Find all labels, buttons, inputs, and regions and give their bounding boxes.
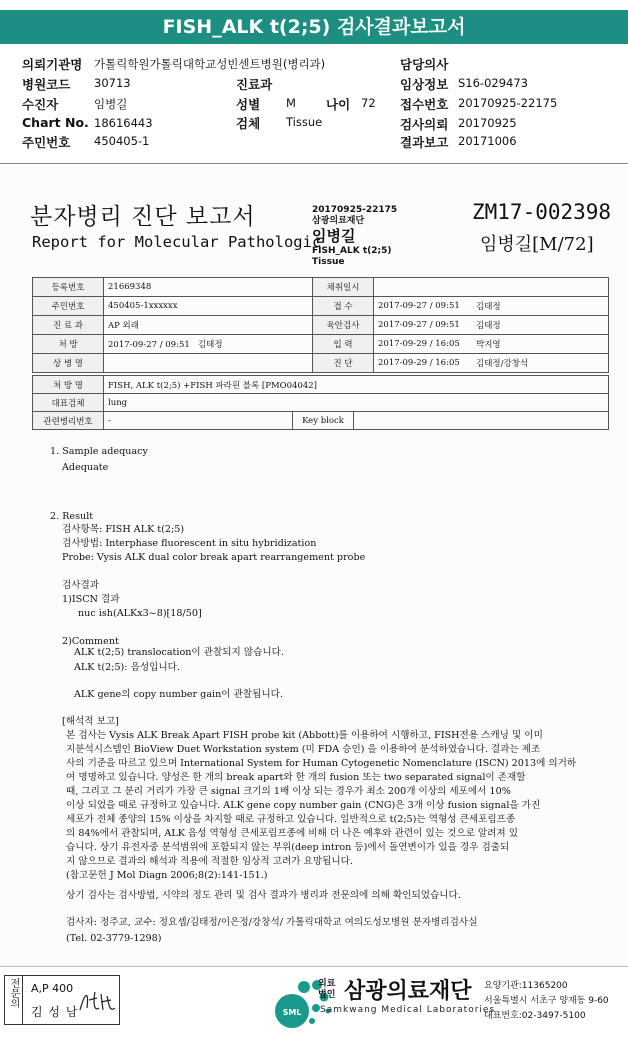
rep-label: 대표검체: [33, 394, 104, 412]
license-number: A,P 400: [31, 982, 74, 995]
table-row: [33, 297, 609, 316]
test-method: 검사방법: Interphase fluorescent in situ hybridization: [62, 538, 317, 549]
input-label: 입 력: [313, 335, 374, 354]
specimen-value: Tissue: [286, 115, 323, 129]
report-date-label: 결과보고: [400, 135, 449, 150]
gross-label: 육안검사: [313, 316, 374, 335]
table-row: [33, 316, 609, 335]
diag-person: 김태정/강창석: [472, 354, 609, 373]
report-title: FISH_ALK t(2;5) 검사결과보고서: [0, 10, 628, 44]
age-value: 72: [361, 96, 376, 110]
reference: (참고문헌 J Mol Diagn 2006;8(2):141-151.): [66, 870, 268, 881]
vertical-label-text: 전문의: [8, 978, 19, 1008]
patient-label: 수진자: [22, 97, 59, 112]
rel-value: -: [104, 412, 293, 430]
resident-label: 주민번호: [22, 135, 71, 150]
institution-value: 가톨릭학원가톨릭대학교성빈센트병원(병리과): [94, 57, 326, 71]
collect-value: [374, 278, 609, 297]
test-probe: Probe: Vysis ALK dual color break apart rearrangement probe: [62, 552, 366, 563]
org-address: 서울특별시 서초구 양재동 9-60: [484, 996, 609, 1006]
rrn-label: 주민번호: [33, 297, 104, 316]
iscn-heading: 1)ISCN 결과: [62, 594, 120, 605]
accession-label: 접수번호: [400, 97, 449, 112]
reg-label: 등록번호: [33, 278, 104, 297]
receipt-label: 접 수: [313, 297, 374, 316]
comment-line-3: ALK gene의 copy number gain이 관찰됩니다.: [74, 689, 283, 700]
diag-label: 진 단: [313, 354, 374, 373]
collect-label: 채취일시: [313, 278, 374, 297]
hospital-code-label: 병원코드: [22, 77, 71, 92]
rx-value: FISH, ALK t(2;5) +FISH 파라핀 블록 [PMO04042]: [104, 376, 609, 394]
pathologist-signature-box: [4, 975, 120, 1025]
rx-label: 처 방 명: [33, 376, 104, 394]
stamp-accession: 20170925-22175: [312, 205, 398, 215]
comment-line-1: ALK t(2;5) translocation이 관찰되지 않습니다.: [74, 647, 284, 658]
logo-text: SML: [282, 1008, 302, 1017]
doctor-label: 담당의사: [400, 57, 449, 72]
patient-header: [0, 44, 628, 154]
report-title-en: Report for Molecular Pathologic: [32, 233, 322, 251]
table-row: [33, 335, 609, 354]
section-result: 2. Result: [50, 511, 94, 522]
section-sample-adequacy: 1. Sample adequacy: [50, 446, 148, 457]
age-label: 나이: [326, 97, 351, 112]
report-date-value: 20171006: [458, 134, 517, 148]
comment-line-2: ALK t(2;5): 음성입니다.: [74, 662, 180, 673]
sex-label: 성별: [236, 97, 261, 112]
clinical-info-value: S16-029473: [458, 76, 528, 90]
chart-label: Chart No.: [22, 115, 89, 130]
result-heading: 검사결과: [62, 580, 100, 591]
order-datetime: 2017-09-27 / 09:51: [108, 340, 190, 350]
dept-value: AP 외래: [104, 316, 313, 335]
org-name: 삼광의료재단: [344, 979, 472, 1004]
prescription-table: [32, 375, 609, 430]
registration-table: [32, 277, 609, 373]
table-row: [33, 376, 609, 394]
interpretation-line: 지 않으므로 결과의 해석과 적용에 적절한 임상적 고려가 요망됩니다.: [66, 856, 353, 867]
table-row: [33, 278, 609, 297]
confirmation-note: 상기 검사는 검사방법, 시약의 정도 관리 및 검사 결과가 병리과 전문의에 의해 확인되었습니다.: [66, 890, 461, 901]
interpretation-heading: [해석적 보고]: [62, 716, 119, 727]
comment-heading: 2)Comment: [62, 636, 119, 647]
order-value: [104, 335, 313, 354]
chart-value: 18616443: [94, 116, 153, 130]
examiner-info: 검사자: 정주교, 교수: 정요셉/김태정/이은정/강창석/ 가톨릭대학교 여의도성모병원 분자병리검사실: [66, 917, 478, 928]
input-person: 박지영: [472, 335, 609, 354]
ward-value: [104, 354, 313, 373]
specimen-label: 검체: [236, 116, 261, 131]
gross-person: 김태정: [472, 316, 609, 335]
interpretation-line: 지분석시스템인 BioView Duet Workstation system (미 FDA 승인) 을 이용하여 분석하였습니다. 결과는 제조: [66, 744, 541, 755]
report-id: ZM17-002398: [472, 200, 612, 224]
rrn-value: 450405-1xxxxxx: [104, 297, 313, 316]
dept-label: 진 료 과: [33, 316, 104, 335]
order-person: 김태정: [197, 340, 223, 350]
interpretation-line: 의 84%에서 관찰되며, ALK 음성 역형성 큰세포림프종에 비해 더 나은 예후와 관련이 있는 것으로 알려져 있: [66, 828, 519, 839]
patient-tag: 임병길[M/72]: [480, 234, 594, 255]
interpretation-line: 사의 기준을 따르고 있으며 International System for Human Cytogenetic Nomenclature (ISCN) 2013에 의거하: [66, 758, 577, 769]
accession-value: 20170925-22175: [458, 96, 558, 110]
sample-adequacy-value: Adequate: [62, 462, 109, 473]
header-divider: [0, 163, 628, 164]
vertical-label: [5, 976, 23, 1024]
org-prefix: 의료법인: [318, 979, 336, 1000]
specimen-stamp: [312, 205, 397, 268]
receipt-value: 2017-09-27 / 09:51: [374, 297, 473, 316]
stamp-org: 삼광의료재단: [312, 216, 365, 226]
iscn-result: nuc ish(ALKx3~8)[18/50]: [78, 608, 202, 619]
hospital-code-value: 30713: [94, 76, 131, 90]
footer: [0, 966, 628, 1042]
report-title-ko: 분자병리 진단 보고서: [30, 204, 256, 230]
stamp-test: FISH_ALK t(2;5): [312, 246, 392, 256]
signature: [77, 986, 117, 1018]
table-row: [33, 394, 609, 412]
stamp-name: 임병길: [312, 227, 356, 245]
org-english: Samkwang Medical Laboratories: [320, 1005, 496, 1015]
table-row: [33, 354, 609, 373]
rel-label: 관련병리번호: [33, 412, 104, 430]
receipt-person: 김태정: [472, 297, 609, 316]
institution-label: 의뢰기관명: [22, 57, 83, 72]
request-date-label: 검사의뢰: [400, 117, 449, 132]
resident-value: 450405-1: [94, 134, 150, 148]
key-value: [354, 412, 609, 430]
pathologist-name: 김 성 남: [31, 1005, 79, 1019]
rep-value: lung: [104, 394, 609, 412]
ward-label: 상 병 명: [33, 354, 104, 373]
request-date-value: 20170925: [458, 116, 517, 130]
diag-value: 2017-09-29 / 16:05: [374, 354, 473, 373]
interpretation-line: 본 검사는 Vysis ALK Break Apart FISH probe kit (Abbott)를 이용하여 시행하고, FISH전용 스캐닝 및 이미: [66, 730, 543, 741]
org-phone: 대표번호:02-3497-5100: [484, 1011, 586, 1021]
reg-value: 21669348: [104, 278, 313, 297]
department-label: 진료과: [236, 77, 273, 92]
order-label: 처 방: [33, 335, 104, 354]
interpretation-line: 때, 그리고 그 분리 거리가 가장 큰 signal 크기의 1배 이상 되는 경우가 최소 200개 이상의 세포에서 10%: [66, 786, 511, 797]
stamp-specimen: Tissue: [312, 257, 345, 267]
test-item: 검사항목: FISH ALK t(2;5): [62, 524, 185, 535]
facility-code: 요양기관:11365200: [484, 981, 568, 991]
interpretation-line: 이상 되었을 때로 규정하고 있습니다. ALK gene copy number gain (CNG)은 3개 이상 fusion signal을 가진: [66, 800, 541, 811]
sex-value: M: [286, 96, 296, 110]
input-value: 2017-09-29 / 16:05: [374, 335, 473, 354]
interpretation-line: 습니다. 상기 유전자중 분석범위에 포함되지 않는 부위(deep intron 등)에서 돌연변이가 있을 경우 검출되: [66, 842, 510, 853]
gross-value: 2017-09-27 / 09:51: [374, 316, 473, 335]
key-label: Key block: [293, 412, 354, 430]
patient-value: 임병길: [94, 97, 128, 111]
clinical-info-label: 임상정보: [400, 77, 449, 92]
lab-phone: (Tel. 02-3779-1298): [66, 933, 162, 944]
interpretation-line: 여 명명하고 있습니다. 양성은 한 개의 break apart와 한 개의 fusion 또는 two separated signal이 존재할: [66, 772, 526, 783]
interpretation-line: 세포가 전체 종양의 15% 이상을 차지할 때로 규정하고 있습니다. 일반적으로 t(2;5)는 역형성 큰세포림프종: [66, 814, 516, 825]
table-row: [33, 412, 609, 430]
